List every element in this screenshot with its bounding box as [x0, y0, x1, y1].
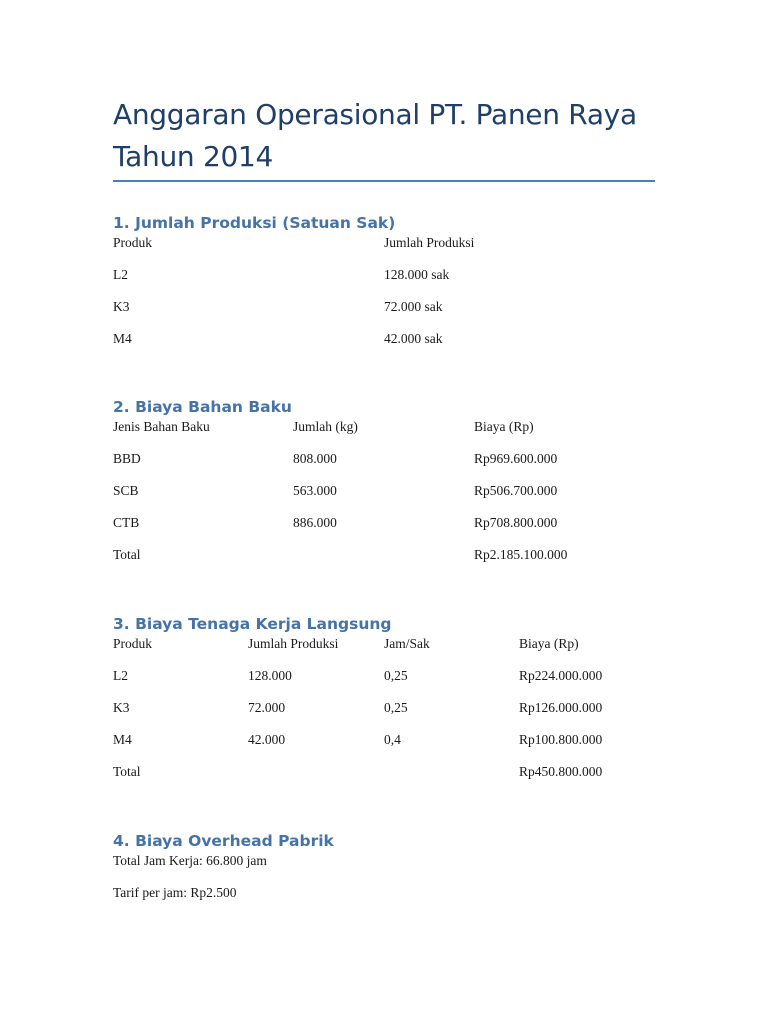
table-cell: CTB	[113, 515, 140, 530]
column-header: Biaya (Rp)	[474, 419, 534, 434]
table-cell: Total	[113, 547, 141, 562]
table-cell: Rp450.800.000	[519, 764, 603, 779]
title-underline	[113, 180, 655, 182]
table-cell: SCB	[113, 483, 139, 498]
table-cell: L2	[113, 668, 128, 683]
column-header: Produk	[113, 235, 153, 250]
table-cell: 72.000	[248, 700, 286, 715]
table-cell: Rp506.700.000	[474, 483, 558, 498]
paragraph: Tarif per jam: Rp2.500	[113, 885, 237, 900]
table-total-row	[113, 547, 655, 579]
table-header-row	[113, 235, 655, 267]
column-header: Produk	[113, 636, 153, 651]
table-cell: K3	[113, 299, 130, 314]
table-row	[113, 515, 655, 547]
table-cell: M4	[113, 732, 132, 747]
section-heading: 4. Biaya Overhead Pabrik	[113, 832, 334, 850]
document-title	[113, 94, 655, 178]
table-cell: Rp969.600.000	[474, 451, 558, 466]
column-header: Jumlah (kg)	[293, 419, 358, 434]
table-header-row	[113, 636, 655, 668]
column-header: Jam/Sak	[384, 636, 430, 651]
table-cell: K3	[113, 700, 130, 715]
table-cell: 128.000	[248, 668, 292, 683]
table-cell: 563.000	[293, 483, 337, 498]
table-cell: L2	[113, 267, 128, 282]
document-title-line-2: Tahun 2014	[113, 140, 274, 173]
table-cell: Rp126.000.000	[519, 700, 603, 715]
section-direct-labor	[113, 612, 655, 796]
table-cell: BBD	[113, 451, 141, 466]
table-row	[113, 483, 655, 515]
table-cell: 72.000 sak	[384, 299, 443, 314]
section-heading: 2. Biaya Bahan Baku	[113, 398, 292, 416]
table-cell: M4	[113, 331, 132, 346]
table-row	[113, 331, 655, 363]
column-header: Jenis Bahan Baku	[113, 419, 210, 434]
table-row	[113, 451, 655, 483]
table-cell: Total	[113, 764, 141, 779]
table-cell: 128.000 sak	[384, 267, 450, 282]
table-cell: Rp708.800.000	[474, 515, 558, 530]
table-cell: Rp224.000.000	[519, 668, 603, 683]
table-row	[113, 267, 655, 299]
section-factory-overhead	[113, 829, 655, 917]
paragraph: Total Jam Kerja: 66.800 jam	[113, 853, 267, 868]
table-cell: 0,25	[384, 700, 408, 715]
table-cell: Rp2.185.100.000	[474, 547, 568, 562]
table-cell: 0,25	[384, 668, 408, 683]
table-cell: 42.000	[248, 732, 286, 747]
column-header: Jumlah Produksi	[248, 636, 339, 651]
table-row	[113, 668, 655, 700]
table-header-row	[113, 419, 655, 451]
section-production	[113, 211, 655, 363]
section-heading: 1. Jumlah Produksi (Satuan Sak)	[113, 214, 396, 232]
table-cell: 808.000	[293, 451, 337, 466]
table-row	[113, 700, 655, 732]
table-cell: 42.000 sak	[384, 331, 443, 346]
section-raw-materials	[113, 395, 655, 579]
column-header: Jumlah Produksi	[384, 235, 475, 250]
table-cell: 0,4	[384, 732, 401, 747]
table-cell: 886.000	[293, 515, 337, 530]
table-row	[113, 299, 655, 331]
column-header: Biaya (Rp)	[519, 636, 579, 651]
table-total-row	[113, 764, 655, 796]
table-row	[113, 732, 655, 764]
table-cell: Rp100.800.000	[519, 732, 603, 747]
section-heading: 3. Biaya Tenaga Kerja Langsung	[113, 615, 392, 633]
document-title-line-1: Anggaran Operasional PT. Panen Raya	[113, 98, 637, 131]
